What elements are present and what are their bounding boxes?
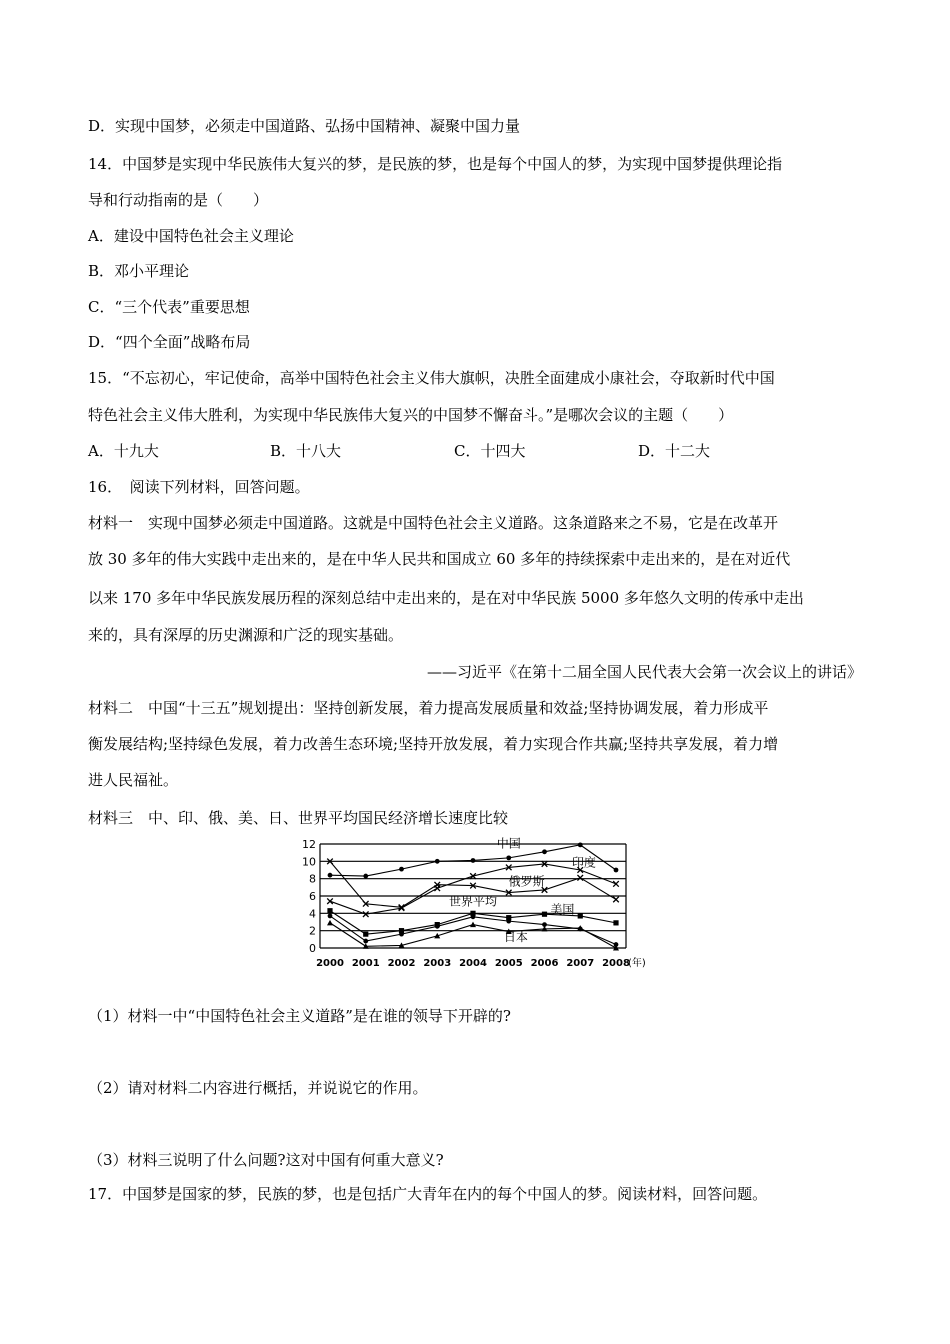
data-point (578, 913, 583, 918)
question-16-stem: 16． 阅读下列材料，回答问题。 (88, 478, 310, 496)
q15-option-b: B．十八大 (270, 442, 342, 460)
x-tick-label: 2003 (423, 958, 452, 969)
y-tick-label: 6 (309, 890, 316, 903)
y-tick-label: 4 (309, 907, 316, 921)
x-tick-label: 2004 (459, 958, 487, 969)
question-15-stem: 15．“不忘初心，牢记使命，高举中国特色社会主义伟大旗帜，决胜全面建成小康社会，夺取新时代中国 (88, 369, 775, 387)
material-1-line4: 来的，具有深厚的历史渊源和广泛的现实基础。 (88, 626, 404, 644)
y-tick-label: 0 (309, 942, 316, 955)
q14-option-a: A．建设中国特色社会主义理论 (88, 227, 294, 245)
growth-line-chart (290, 832, 660, 972)
x-tick-label: 2005 (494, 958, 523, 969)
data-point (542, 912, 547, 917)
x-tick-label: 2000 (316, 958, 344, 969)
x-tick-label: 2001 (351, 958, 380, 969)
series-label: 印度 (571, 855, 596, 870)
y-tick-label: 10 (302, 855, 316, 869)
x-axis-label: (年) (628, 958, 646, 969)
sub-question-1: （1）材料一中“中国特色社会主义道路”是在谁的领导下开辟的? (88, 1007, 511, 1025)
series-label: 中国 (496, 836, 521, 851)
q15-option-c: C．十四大 (454, 442, 526, 460)
series-label: 世界平均 (448, 894, 498, 909)
data-point (363, 874, 368, 879)
y-tick-label: 12 (302, 838, 316, 851)
data-point (363, 932, 368, 937)
data-point (578, 842, 583, 847)
data-point (542, 849, 547, 854)
y-tick-label: 2 (309, 924, 316, 938)
material-1-line3: 以来 170 多年中华民族发展历程的深刻总结中走出来的，是在对中华民族 5000 多年悠久文明的传承中走出 (88, 589, 804, 607)
series-label: 美国 (550, 902, 575, 917)
question-14-stem-cont: 导和行动指南的是（ ） (88, 191, 269, 209)
q14-option-d: D．“四个全面”战略布局 (88, 333, 251, 351)
series-label: 日本 (503, 930, 528, 945)
x-tick-label: 2006 (530, 958, 559, 969)
data-point (470, 922, 476, 928)
y-tick-label: 8 (309, 872, 316, 886)
question-17-stem: 17．中国梦是国家的梦，民族的梦，也是包括广大青年在内的每个中国人的梦。阅读材料，回答问题。 (88, 1185, 768, 1203)
data-point (435, 924, 440, 929)
q14-option-c: C．“三个代表”重要思想 (88, 298, 250, 316)
data-point (328, 914, 333, 919)
q15-option-d: D．十二大 (638, 442, 711, 460)
x-tick-label: 2002 (387, 958, 416, 969)
x-tick-label: 2008 (602, 958, 630, 969)
material-2-line3: 进人民福祉。 (88, 771, 179, 789)
data-point (471, 914, 476, 919)
data-point (613, 881, 619, 887)
x-tick-label: 2007 (566, 958, 595, 969)
data-point (471, 858, 476, 863)
data-point (577, 875, 583, 881)
material-2-line1: 材料二 中国“十三五”规划提出：坚持创新发展，着力提高发展质量和效益;坚持协调发展，着力形成平 (88, 699, 769, 717)
question-15-stem-cont: 特色社会主义伟大胜利，为实现中华民族伟大复兴的中国梦不懈奋斗。”是哪次会议的主题（ ） (88, 406, 734, 424)
data-point (327, 908, 332, 913)
data-point (613, 897, 619, 903)
data-point (435, 859, 440, 864)
data-point (506, 855, 511, 860)
data-point (399, 932, 404, 937)
material-1-line1: 材料一 实现中国梦必须走中国道路。这就是中国特色社会主义道路。这条道路来之不易，它是在改革开 (88, 514, 779, 532)
data-point (327, 920, 333, 926)
data-point (613, 920, 618, 925)
data-point (328, 873, 333, 878)
data-point (614, 868, 619, 873)
data-point (399, 867, 404, 872)
q15-option-a: A．十九大 (88, 442, 159, 460)
sub-question-3: （3）材料三说明了什么问题?这对中国有何重大意义? (88, 1151, 444, 1169)
data-point (327, 898, 333, 904)
question-14-stem: 14．中国梦是实现中华民族伟大复兴的梦，是民族的梦，也是每个中国人的梦，为实现中国梦提供理论指 (88, 155, 783, 173)
sub-question-2: （2）请对材料二内容进行概括，并说说它的作用。 (88, 1079, 428, 1097)
data-point (363, 939, 368, 944)
material-1-line2: 放 30 多年的伟大实践中走出来的，是在中华人民共和国成立 60 多年的持续探索中走出来的，是在对近代 (88, 550, 791, 568)
series-label: 俄罗斯 (508, 874, 545, 889)
material-2-line2: 衡发展结构;坚持绿色发展，着力改善生态环境;坚持开放发展，着力实现合作共赢;坚持共享发展，着力增 (88, 735, 779, 753)
material-1-source: ——习近平《在第十二届全国人民代表大会第一次会议上的讲话》 (426, 663, 862, 681)
q14-option-b: B．邓小平理论 (88, 262, 190, 280)
data-point (506, 919, 511, 924)
option-d-q13: D．实现中国梦，必须走中国道路、弘扬中国精神、凝聚中国力量 (88, 117, 521, 135)
material-3-title: 材料三 中、印、俄、美、日、世界平均国民经济增长速度比较 (88, 809, 509, 827)
